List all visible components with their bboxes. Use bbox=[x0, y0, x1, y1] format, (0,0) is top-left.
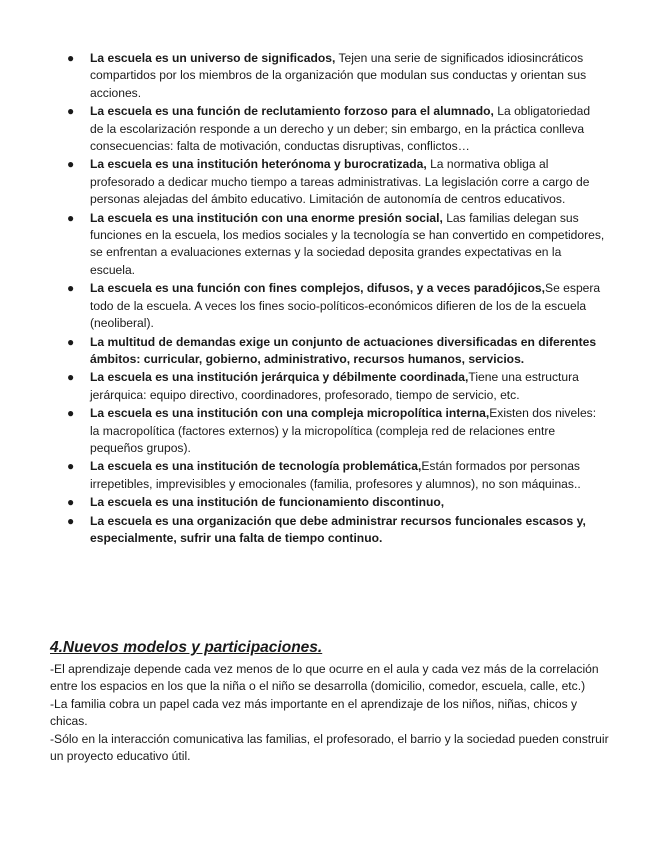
bullet-item bbox=[0, 458, 655, 493]
bullet-text: La normativa obliga al profesorado a dedicar mucho tiempo a tareas administrativas. La legislación corre a cargo de personas alejadas del ámbito educativo. Limitación de autonomía de centros educativos. bbox=[90, 157, 590, 207]
bullet-dot-icon: ● bbox=[67, 459, 75, 474]
section-paragraph: -La familia cobra un papel cada vez más importante en el aprendizaje de los niños, niñas, chicos y chicas. bbox=[50, 697, 578, 729]
bullet-lead: La escuela es un universo de significados, bbox=[90, 51, 336, 65]
bullet-lead: La escuela es una organización que debe administrar recursos funcionales escasos y, especialmente, sufrir una falta de tiempo continuo. bbox=[90, 513, 586, 545]
bullet-text: La obligatoriedad de la escolarización responde a un derecho y un deber; sin embargo, en la práctica conlleva consecuencias: falta de motivación, conductas disruptivas, conflictos… bbox=[90, 104, 591, 154]
bullet-item bbox=[0, 50, 655, 102]
bullet-lead: La escuela es una función con fines complejos, difusos, y a veces paradójicos, bbox=[90, 281, 546, 296]
bullet-text: Existen dos niveles: la macropolítica (factores externos) y la micropolítica (compleja red de relaciones entre pequeños grupos). bbox=[90, 406, 597, 455]
bullet-lead: La escuela es una institución jerárquica y débilmente coordinada, bbox=[90, 370, 469, 385]
bullet-lead: La escuela es una institución con una enorme presión social, bbox=[90, 210, 443, 225]
bullet-text: Las familias delegan sus funciones en la escuela, los medios sociales y la tecnología se han convertido en competidores, se enfrentan a evaluaciones externas y la sociedad deposita grandes expectativas en la escuela. bbox=[90, 210, 605, 277]
bullet-dot-icon: ● bbox=[67, 370, 75, 385]
section-heading: 4.Nuevos modelos y participaciones. bbox=[50, 639, 323, 656]
bullet-item bbox=[0, 156, 655, 208]
bullet-text: Se espera todo de la escuela. A veces los fines socio-políticos-económicos difieren de los de la escuela (neoliberal). bbox=[90, 281, 601, 331]
bullet-item bbox=[0, 210, 655, 280]
bullet-item bbox=[0, 513, 655, 548]
bullet-dot-icon: ● bbox=[67, 51, 75, 65]
section-paragraph: -Sólo en la interacción comunicativa las familias, el profesorado, el barrio y la sociedad pueden construir un proyecto educativo útil. bbox=[50, 732, 609, 764]
bullet-dot-icon: ● bbox=[67, 513, 75, 528]
bullet-lead: La escuela es una institución con una compleja micropolítica interna, bbox=[90, 406, 490, 421]
bullet-text: Están formados por personas irrepetibles, imprevisibles y emocionales (familia, profesores y alumnos), no son máquinas.. bbox=[90, 459, 581, 491]
bullet-text: Tiene una estructura jerárquica: equipo directivo, coordinadores, profesorado, tiempo de servicio, etc. bbox=[90, 370, 579, 402]
bullet-item bbox=[0, 280, 655, 332]
section-new-models bbox=[50, 638, 610, 766]
bullet-dot-icon: ● bbox=[67, 334, 75, 349]
bullet-dot-icon: ● bbox=[67, 406, 75, 421]
bullet-item bbox=[0, 494, 655, 511]
bullet-dot-icon: ● bbox=[67, 281, 75, 296]
bullet-dot-icon: ● bbox=[67, 157, 75, 172]
bullet-item bbox=[0, 103, 655, 155]
bullet-lead: La escuela es una función de reclutamiento forzoso para el alumnado, bbox=[90, 104, 494, 119]
bullet-dot-icon: ● bbox=[67, 210, 75, 225]
bullet-dot-icon: ● bbox=[67, 495, 75, 510]
bullet-lead: La escuela es una institución heterónoma y burocratizada, bbox=[90, 157, 427, 172]
section-paragraph: -El aprendizaje depende cada vez menos de lo que ocurre en el aula y cada vez más de la correlación entre los espacios en los que la niña o el niño se desarrolla (domicilio, comedor, escuela, calle, etc.) bbox=[50, 662, 599, 694]
bullet-dot-icon: ● bbox=[67, 104, 75, 119]
bullet-list bbox=[0, 50, 655, 548]
bullet-lead: La escuela es una institución de funcionamiento discontinuo, bbox=[90, 495, 445, 510]
bullet-item bbox=[0, 334, 655, 369]
bullet-lead: La escuela es una institución de tecnología problemática, bbox=[90, 459, 422, 474]
bullet-lead: La multitud de demandas exige un conjunto de actuaciones diversificadas en diferentes ámbitos: curricular, gobierno, administrativo, recursos humanos, servicios. bbox=[90, 334, 597, 366]
bullet-item bbox=[0, 369, 655, 404]
bullet-item bbox=[0, 405, 655, 457]
bullet-text: Tejen una serie de significados idiosincráticos compartidos por los miembros de la organización que modulan sus conductas y orientan sus acciones. bbox=[90, 51, 587, 100]
